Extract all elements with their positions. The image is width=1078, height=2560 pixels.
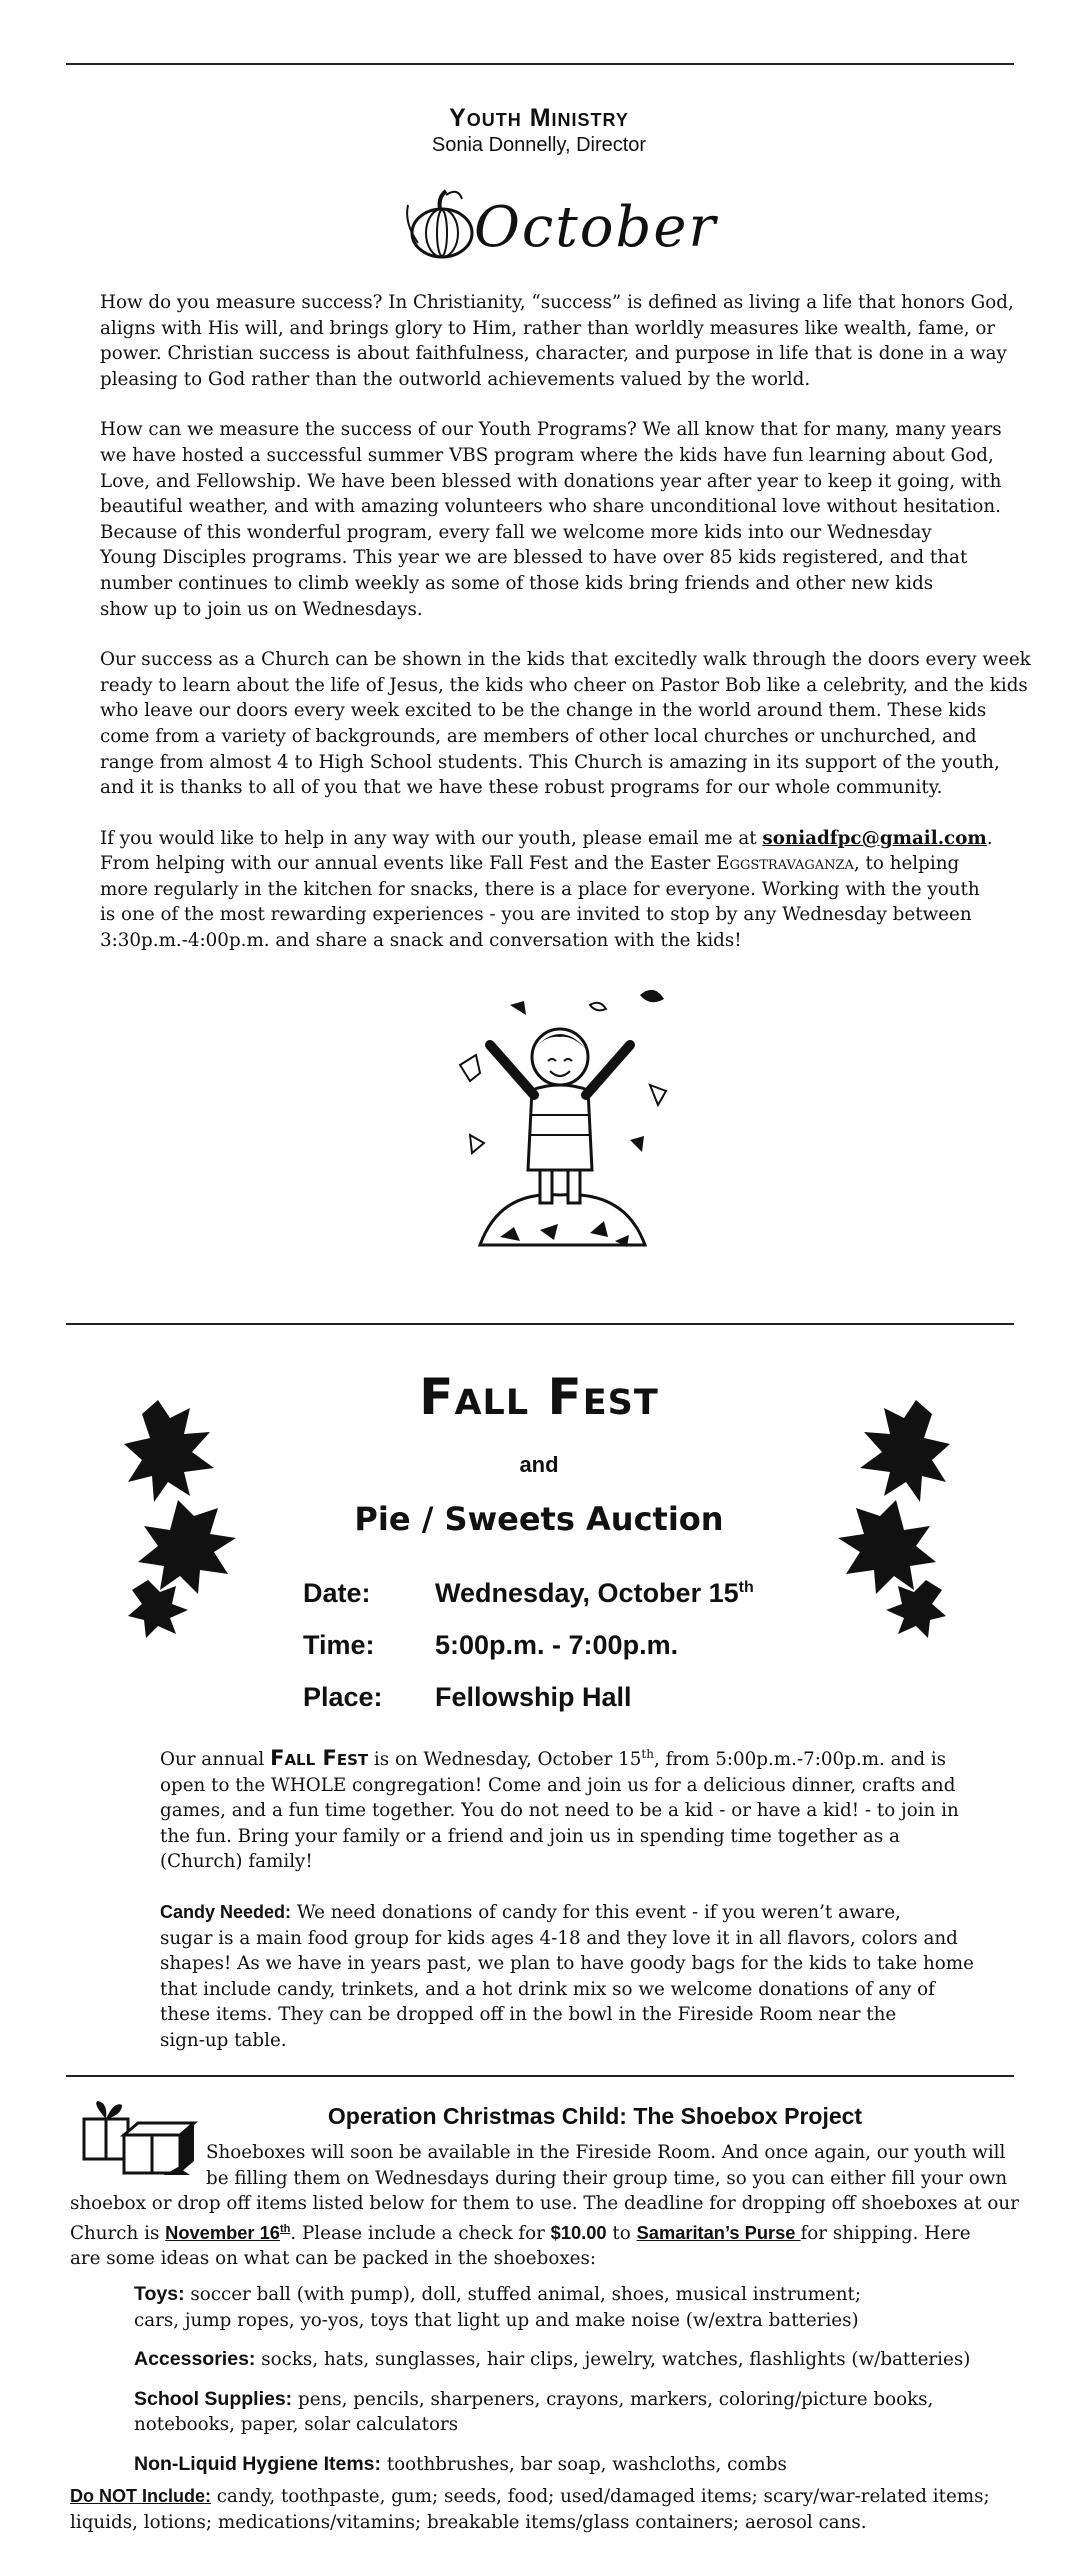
- contact-text: If you would like to help in any way with our youth, please email me at: [100, 827, 763, 849]
- text-line: beautiful weather, and with amazing volunteers who share unconditional love without hesitation.: [100, 496, 1001, 518]
- text-line: [100, 826, 1000, 852]
- candy-needed-label: Candy Needed:: [160, 1902, 292, 1923]
- eggstravaganza-text: Eggstravaganza: [716, 853, 854, 875]
- text-line: [70, 2484, 1030, 2510]
- shoebox-paragraph: [70, 2140, 1020, 2272]
- text-line: ready to learn about the life of Jesus, the kids who cheer on Pastor Bob like a celebrity, and the kids: [100, 674, 1028, 696]
- do-not-include-label: Do NOT Include:: [70, 2486, 211, 2506]
- text-line: pleasing to God rather than the outworld achievements valued by the world.: [100, 368, 811, 390]
- text-line: shoebox or drop off items listed below for them to use. The deadline for dropping off shoeboxes at our: [70, 2193, 1019, 2215]
- item-text: pens, pencils, sharpeners, crayons, markers, coloring/picture books,: [292, 2388, 934, 2410]
- text-line: [70, 2217, 1020, 2247]
- text-fragment: for shipping. Here: [800, 2222, 971, 2244]
- text-fragment: candy, toothpaste, gum; seeds, food; used/damaged items; scary/war-related items;: [211, 2486, 990, 2507]
- text-line: [134, 2347, 1014, 2373]
- fall-fest-paragraph: [160, 1742, 960, 1875]
- text-line: the fun. Bring your family or a friend and join us in spending time together as a: [160, 1825, 900, 1847]
- text-line: we have hosted a successful summer VBS program where the kids have fun learning about God,: [100, 444, 994, 466]
- shoebox-intro: [70, 2140, 1020, 2292]
- item-label: Non-Liquid Hygiene Items:: [134, 2452, 382, 2475]
- contact-text: , to helping: [853, 853, 960, 875]
- section-divider: [66, 1323, 1014, 1325]
- text-fragment: Our annual: [160, 1749, 271, 1771]
- text-line: (Church) family!: [160, 1851, 313, 1873]
- date-suffix: th: [738, 1579, 754, 1596]
- text-line: games, and a fun time together. You do not need to be a kid - or have a kid! - to join in: [160, 1800, 959, 1822]
- text-line: [160, 1900, 960, 1926]
- text-fragment: to: [606, 2222, 637, 2244]
- youth-ministry-director: Sonia Donnelly, Director: [431, 134, 647, 156]
- samaritans-purse: Samaritan’s Purse: [636, 2221, 801, 2243]
- list-item-school-supplies: [134, 2387, 1014, 2438]
- text-line: Shoeboxes will soon be available in the Fireside Room. And once again, our youth will: [206, 2142, 1006, 2163]
- text-fragment: Church is: [70, 2222, 166, 2244]
- text-line: show up to join us on Wednesdays.: [100, 598, 423, 620]
- list-item-toys: [134, 2282, 1014, 2333]
- place-label: Place:: [303, 1682, 383, 1712]
- top-divider: [66, 63, 1014, 65]
- item-label: Toys:: [134, 2283, 185, 2305]
- list-item-accessories: [134, 2347, 1014, 2373]
- text-line: [134, 2452, 1014, 2478]
- deadline-suffix: th: [279, 2222, 291, 2235]
- item-text: toothbrushes, bar soap, washcloths, combs: [381, 2453, 787, 2475]
- text-line: and it is thanks to all of you that we have these robust programs for our whole community.: [100, 777, 943, 799]
- text-line: sugar is a main food group for kids ages 4-18 and they love it in all flavors, colors and: [160, 1927, 958, 1949]
- contact-text: From helping with our annual events like Fall Fest and the Easter: [100, 853, 717, 875]
- youth-contact-paragraph: [100, 826, 1000, 954]
- list-item-hygiene: [134, 2452, 1014, 2478]
- shoebox-item-list: [134, 2282, 1014, 2492]
- text-line: How can we measure the success of our Youth Programs? We all know that for many, many years: [100, 419, 1002, 441]
- text-fragment: th: [641, 1747, 654, 1761]
- text-line: 3:30p.m.-4:00p.m. and share a snack and conversation with the kids!: [100, 930, 742, 952]
- text-line: that include candy, trinkets, and a hot drink mix so we welcome donations of any of: [160, 1978, 935, 2000]
- youth-paragraph-2: [100, 417, 1000, 622]
- email-link[interactable]: soniadfpc@gmail.com: [762, 827, 987, 849]
- text-line: power. Christian success is about faithfulness, character, and purpose in life that is done in a way: [100, 343, 1007, 365]
- contact-text: .: [986, 827, 993, 849]
- text-line: shapes! As we have in years past, we plan to have goody bags for the kids to take home: [160, 1953, 974, 1975]
- item-text: notebooks, paper, solar calculators: [134, 2414, 459, 2436]
- text-fragment: . Please include a check for: [290, 2222, 551, 2244]
- text-fragment: We need donations of candy for this event - if you weren’t aware,: [291, 1902, 901, 1924]
- text-line: range from almost 4 to High School students. This Church is amazing in its support of the youth,: [100, 751, 1000, 773]
- section-divider: [66, 2075, 1014, 2077]
- text-line: who leave our doors every week excited to be the change in the world around them. These kids: [100, 700, 987, 722]
- item-text: soccer ball (with pump), doll, stuffed animal, shoes, musical instrument;: [184, 2284, 862, 2305]
- youth-article: [100, 290, 1031, 979]
- text-line: How do you measure success? In Christianity, “success” is defined as living a life that honors God,: [100, 292, 1014, 313]
- text-line: is one of the most rewarding experiences - you are invited to stop by any Wednesday between: [100, 904, 972, 926]
- event-date-row: [303, 1578, 754, 1609]
- text-line: liquids, lotions; medications/vitamins; breakable items/glass containers; aerosol cans.: [70, 2511, 867, 2533]
- text-line: Young Disciples programs. This year we are blessed to have over 85 kids registered, and that: [100, 547, 968, 569]
- text-line: aligns with His will, and brings glory to Him, rather than worldly measures like wealth, fame, or: [100, 317, 996, 339]
- text-line: come from a variety of backgrounds, are members of other local churches or unchurched, and: [100, 725, 977, 747]
- kid-leaves-illustration: [440, 975, 680, 1265]
- text-line: be filling them on Wednesdays during their group time, so you can either fill your own: [206, 2167, 1008, 2189]
- fall-fest-and: and: [519, 1452, 559, 1477]
- shipping-amount: $10.00: [550, 2221, 607, 2243]
- shoebox-project-title: Operation Christmas Child: The Shoebox Project: [327, 2103, 863, 2129]
- time-label: Time:: [303, 1630, 375, 1660]
- fall-fest-details: [160, 1742, 974, 2079]
- october-word: October: [474, 195, 718, 260]
- youth-ministry-title: Youth Ministry: [449, 104, 629, 132]
- text-line: number continues to climb weekly as some of those kids bring friends and other new kids: [100, 572, 934, 594]
- youth-paragraph-3: [100, 647, 1031, 801]
- event-time-row: [303, 1630, 678, 1661]
- text-line: Love, and Fellowship. We have been blessed with donations year after year to keep it going, with: [100, 470, 1002, 492]
- pie-auction-title: Pie / Sweets Auction: [354, 1500, 724, 1538]
- item-label: Accessories:: [134, 2348, 256, 2371]
- time-value: 5:00p.m. - 7:00p.m.: [435, 1630, 679, 1660]
- text-line: [100, 851, 1000, 877]
- deadline-date: November 16: [165, 2221, 280, 2243]
- text-line: Our success as a Church can be shown in the kids that excitedly walk through the doors every week: [100, 649, 1031, 671]
- child-leaves-icon: [440, 975, 680, 1265]
- october-heading: [400, 183, 718, 263]
- item-label: School Supplies:: [134, 2387, 293, 2410]
- text-line: Because of this wonderful program, every fall we welcome more kids into our Wednesday: [100, 521, 932, 543]
- youth-paragraph-1: [100, 290, 1014, 392]
- do-not-include: [70, 2484, 1030, 2535]
- text-fragment: , from 5:00p.m.-7:00p.m. and is: [653, 1749, 947, 1771]
- text-line: sign-up table.: [160, 2030, 287, 2052]
- place-value: Fellowship Hall: [435, 1682, 632, 1712]
- fall-fest-title: Fall Fest: [419, 1368, 659, 1426]
- item-text: socks, hats, sunglasses, hair clips, jewelry, watches, flashlights (w/batteries): [255, 2349, 971, 2371]
- text-line: more regularly in the kitchen for snacks, there is a place for everyone. Working with the youth: [100, 878, 980, 900]
- item-text: cars, jump ropes, yo-yos, toys that light up and make noise (w/extra batteries): [134, 2309, 859, 2331]
- fall-fest-inline: Fall Fest: [270, 1746, 369, 1771]
- text-line: these items. They can be dropped off in the bowl in the Fireside Room near the: [160, 2004, 897, 2026]
- candy-needed-paragraph: [160, 1900, 974, 2054]
- event-place-row: [303, 1682, 632, 1713]
- text-line: open to the WHOLE congregation! Come and join us for a delicious dinner, crafts and: [160, 1774, 956, 1796]
- date-value: Wednesday, October 15: [435, 1578, 739, 1608]
- text-line: are some ideas on what can be packed in the shoeboxes:: [70, 2248, 596, 2270]
- text-fragment: is on Wednesday, October 15: [368, 1749, 642, 1771]
- text-line: [160, 1742, 960, 1773]
- date-label: Date:: [303, 1578, 371, 1608]
- text-line: [134, 2387, 1014, 2413]
- text-line: [134, 2282, 1014, 2308]
